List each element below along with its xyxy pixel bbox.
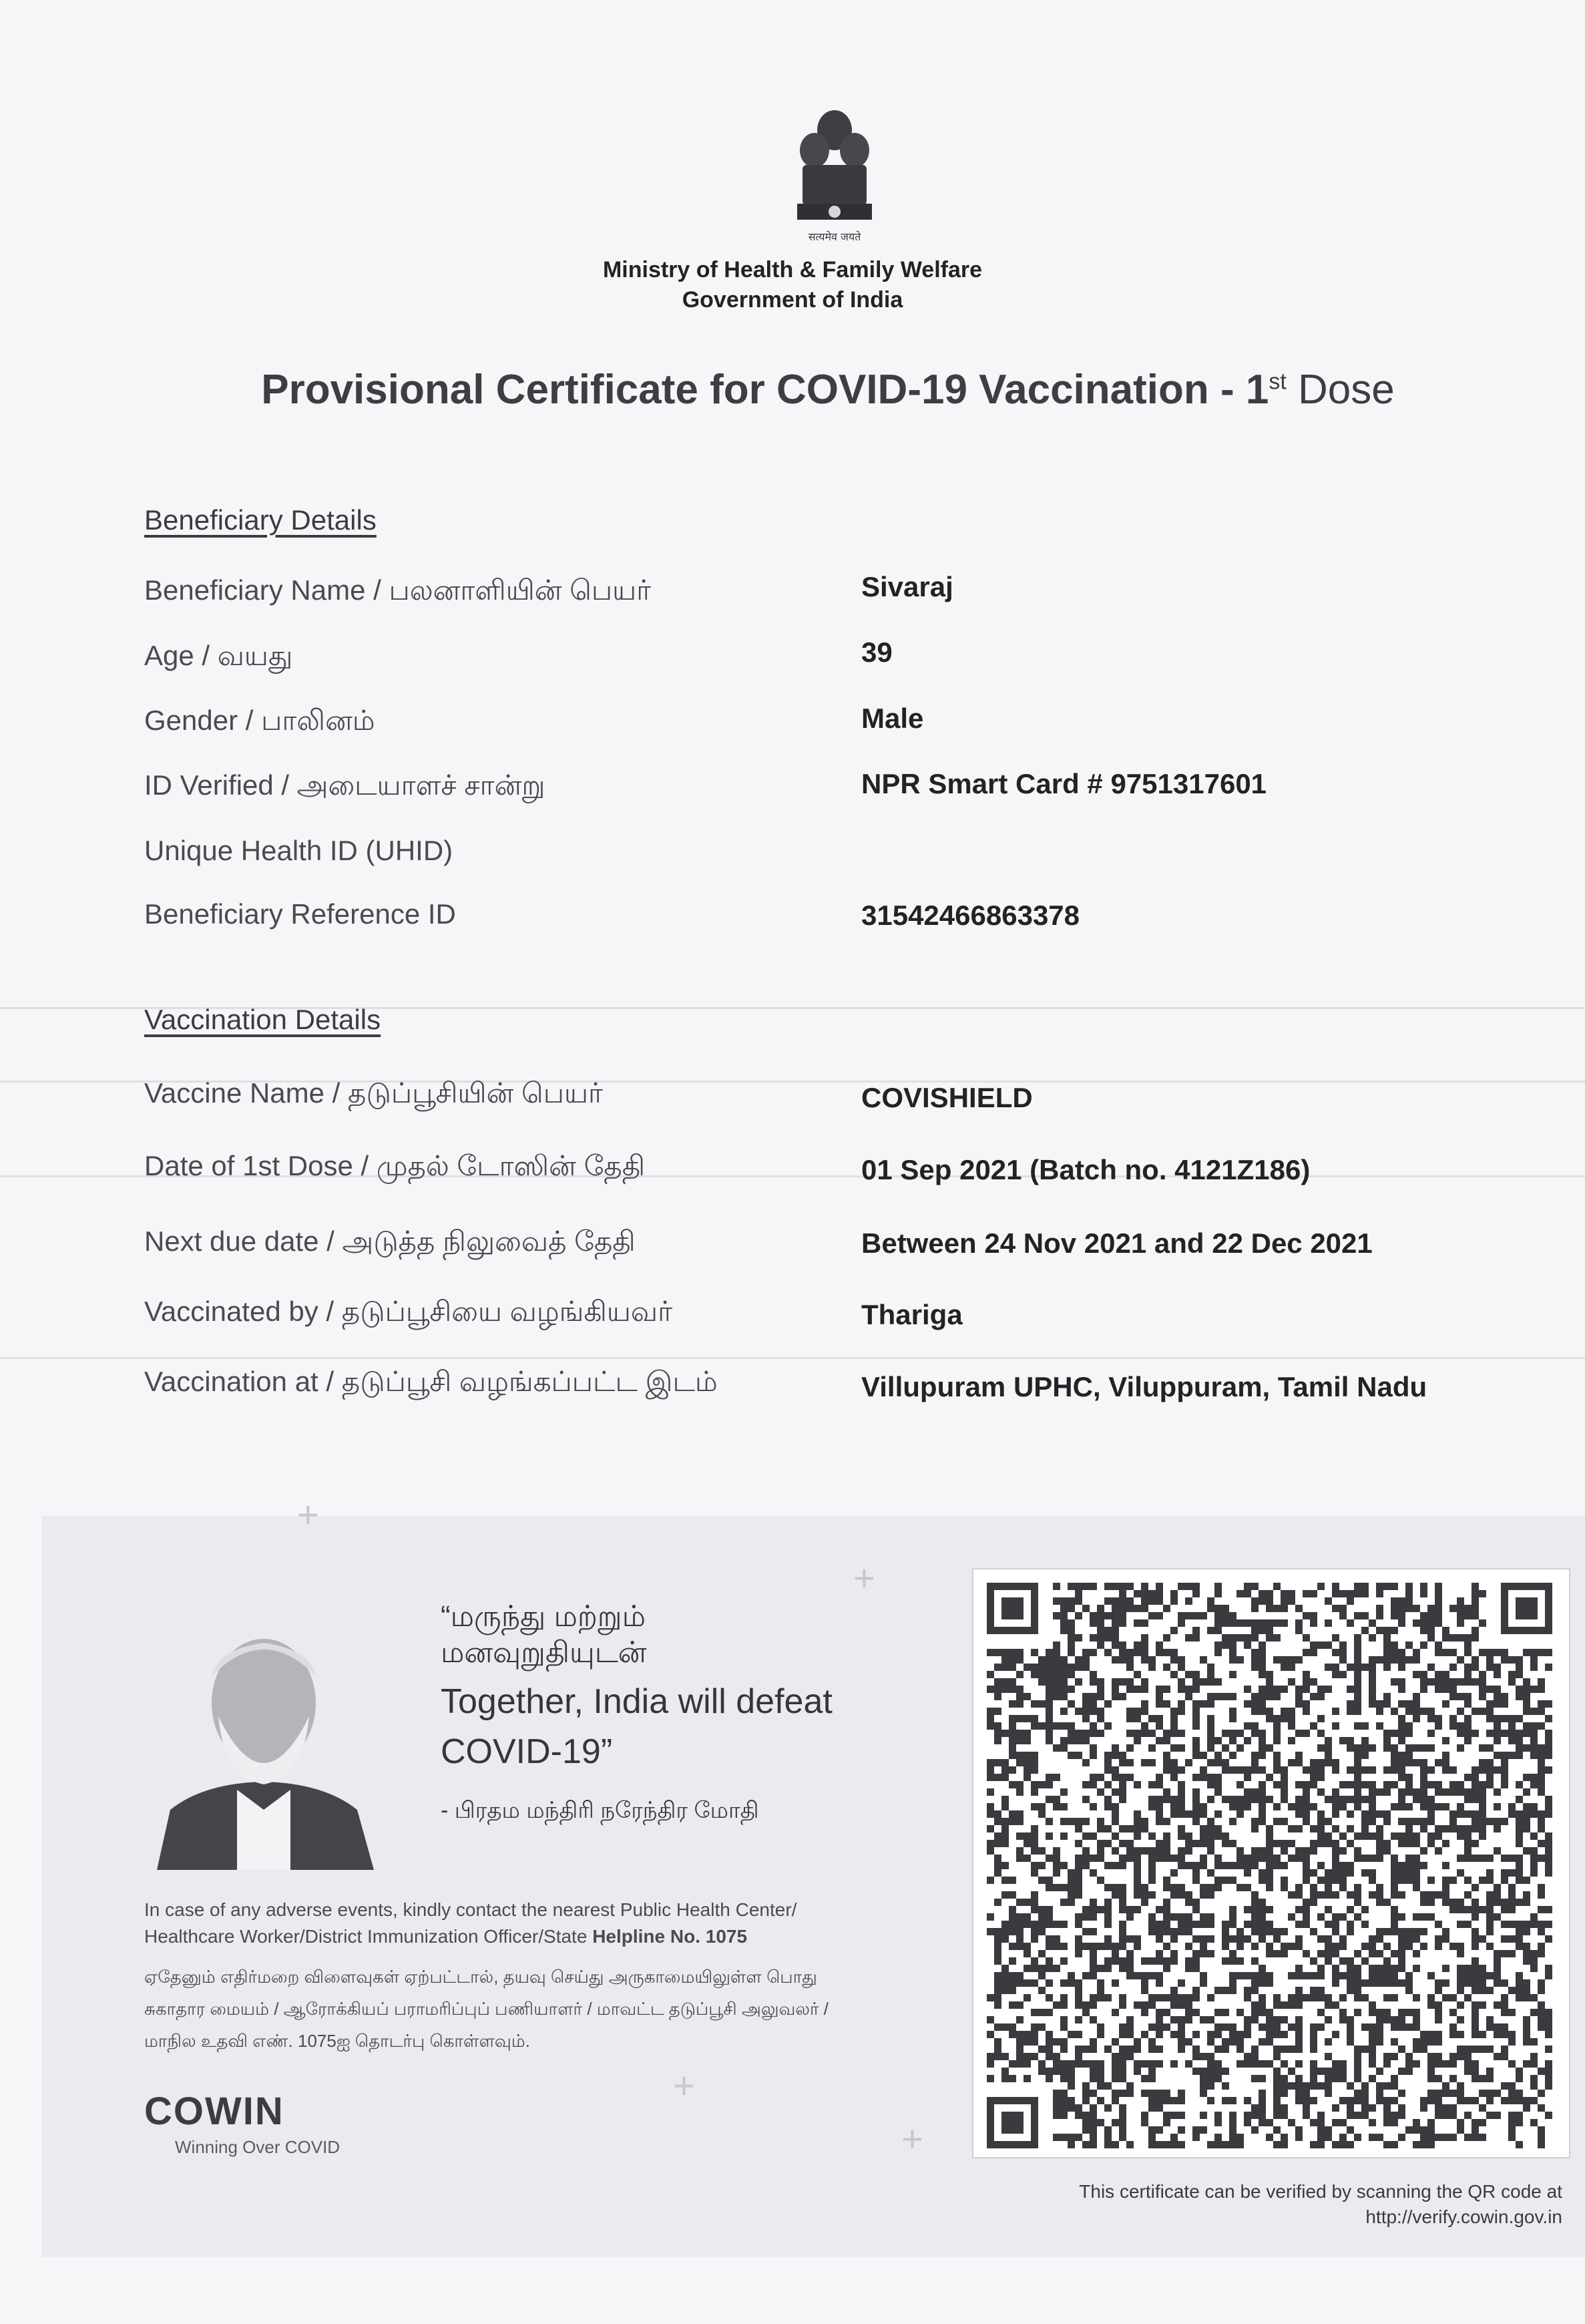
scan-line xyxy=(0,1357,1585,1359)
quote-tamil-line1: “மருந்து மற்றும் xyxy=(441,1600,646,1633)
uhid-label: Unique Health ID (UHID) xyxy=(144,835,453,866)
adverse-tamil-line2: சுகாதார மையம் / ஆரோக்கியப் பராமரிப்புப் பணியாளர் / மாவட்ட தடுப்பூசி அலுவலர் / xyxy=(144,1999,829,2019)
beneficiary-details-heading: Beneficiary Details xyxy=(144,504,377,536)
reference-id-value: 31542466863378 xyxy=(861,900,1080,931)
vaccination-at-label: Vaccination at / தடுப்பூசி வழங்கப்பட்ட இடம் xyxy=(144,1366,718,1397)
certificate-title: Provisional Certificate for COVID-19 Vaccination - 1st Dose xyxy=(261,367,1395,413)
plus-decoration-icon: + xyxy=(297,1493,319,1535)
quote-attribution: - பிரதம மந்திரி நரேந்திர மோதி xyxy=(441,1798,759,1823)
next-due-date-label: Next due date / அடுத்த நிலுவைத் தேதி xyxy=(144,1225,636,1257)
svg-text:सत्यमेव जयते: सत्यमेव जयते xyxy=(808,230,861,243)
vaccination-at-value: Villupuram UPHC, Viluppuram, Tamil Nadu xyxy=(861,1371,1427,1402)
age-label: Age / வயது xyxy=(144,640,293,671)
quote-tamil-line2: மனவுறுதியுடன் xyxy=(441,1636,647,1669)
reference-id-label: Beneficiary Reference ID xyxy=(144,898,456,930)
beneficiary-name-value: Sivaraj xyxy=(861,571,953,602)
next-due-date-value: Between 24 Nov 2021 and 22 Dec 2021 xyxy=(861,1227,1373,1259)
cowin-logo: COWIN xyxy=(144,2090,284,2133)
adverse-english-line1: In case of any adverse events, kindly contact the nearest Public Health Center/ xyxy=(144,1899,797,1920)
adverse-english-line2: Healthcare Worker/District Immunization Officer/State Helpline No. 1075 xyxy=(144,1926,748,1947)
vaccinated-by-label: Vaccinated by / தடுப்பூசியை வழங்கியவர் xyxy=(144,1296,673,1327)
vaccinated-by-value: Thariga xyxy=(861,1299,963,1330)
qr-finder-pattern xyxy=(987,2097,1038,2148)
age-value: 39 xyxy=(861,636,893,668)
first-dose-date-label: Date of 1st Dose / முதல் டோஸின் தேதி xyxy=(144,1150,646,1181)
vaccine-name-value: COVISHIELD xyxy=(861,1082,1033,1113)
plus-decoration-icon: + xyxy=(901,2118,923,2160)
verify-text-line1: This certificate can be verified by scanning the QR code at xyxy=(1079,2181,1562,2202)
quote-english-line1: Together, India will defeat xyxy=(441,1682,833,1721)
id-verified-label: ID Verified / அடையாளச் சான்று xyxy=(144,769,545,801)
gender-value: Male xyxy=(861,703,924,734)
quote-english-line2: COVID-19” xyxy=(441,1732,613,1771)
cowin-tagline: Winning Over COVID xyxy=(175,2137,341,2157)
helpline-number: Helpline No. 1075 xyxy=(592,1926,748,1947)
qr-finder-pattern xyxy=(987,1583,1038,1634)
verification-qr-code xyxy=(972,1568,1570,2158)
adverse-tamil-line3: மாநில உதவி எண். 1075ஐ தொடர்பு கொள்ளவும். xyxy=(144,2031,530,2051)
first-dose-date-value: 01 Sep 2021 (Batch no. 4121Z186) xyxy=(861,1154,1311,1185)
verify-url[interactable]: http://verify.cowin.gov.in xyxy=(1365,2206,1562,2227)
gender-label: Gender / பாலினம் xyxy=(144,705,375,736)
government-name: Government of India xyxy=(682,287,903,313)
plus-decoration-icon: + xyxy=(853,1557,875,1599)
qr-modules xyxy=(987,1583,1552,2148)
ministry-name: Ministry of Health & Family Welfare xyxy=(602,257,983,282)
qr-finder-pattern xyxy=(1501,1583,1552,1634)
id-verified-value: NPR Smart Card # 9751317601 xyxy=(861,768,1267,799)
plus-decoration-icon: + xyxy=(673,2064,695,2106)
adverse-tamil-line1: ஏதேனும் எதிர்மறை விளைவுகள் ஏற்பட்டால், தயவு செய்து அருகாமையிலுள்ள பொது xyxy=(144,1967,817,1987)
beneficiary-name-label: Beneficiary Name / பலனாளியின் பெயர் xyxy=(144,574,652,606)
prime-minister-portrait xyxy=(144,1609,384,1870)
national-emblem-icon xyxy=(788,104,881,247)
vaccine-name-label: Vaccine Name / தடுப்பூசியின் பெயர் xyxy=(144,1077,603,1109)
vaccination-details-heading: Vaccination Details xyxy=(144,1004,381,1035)
